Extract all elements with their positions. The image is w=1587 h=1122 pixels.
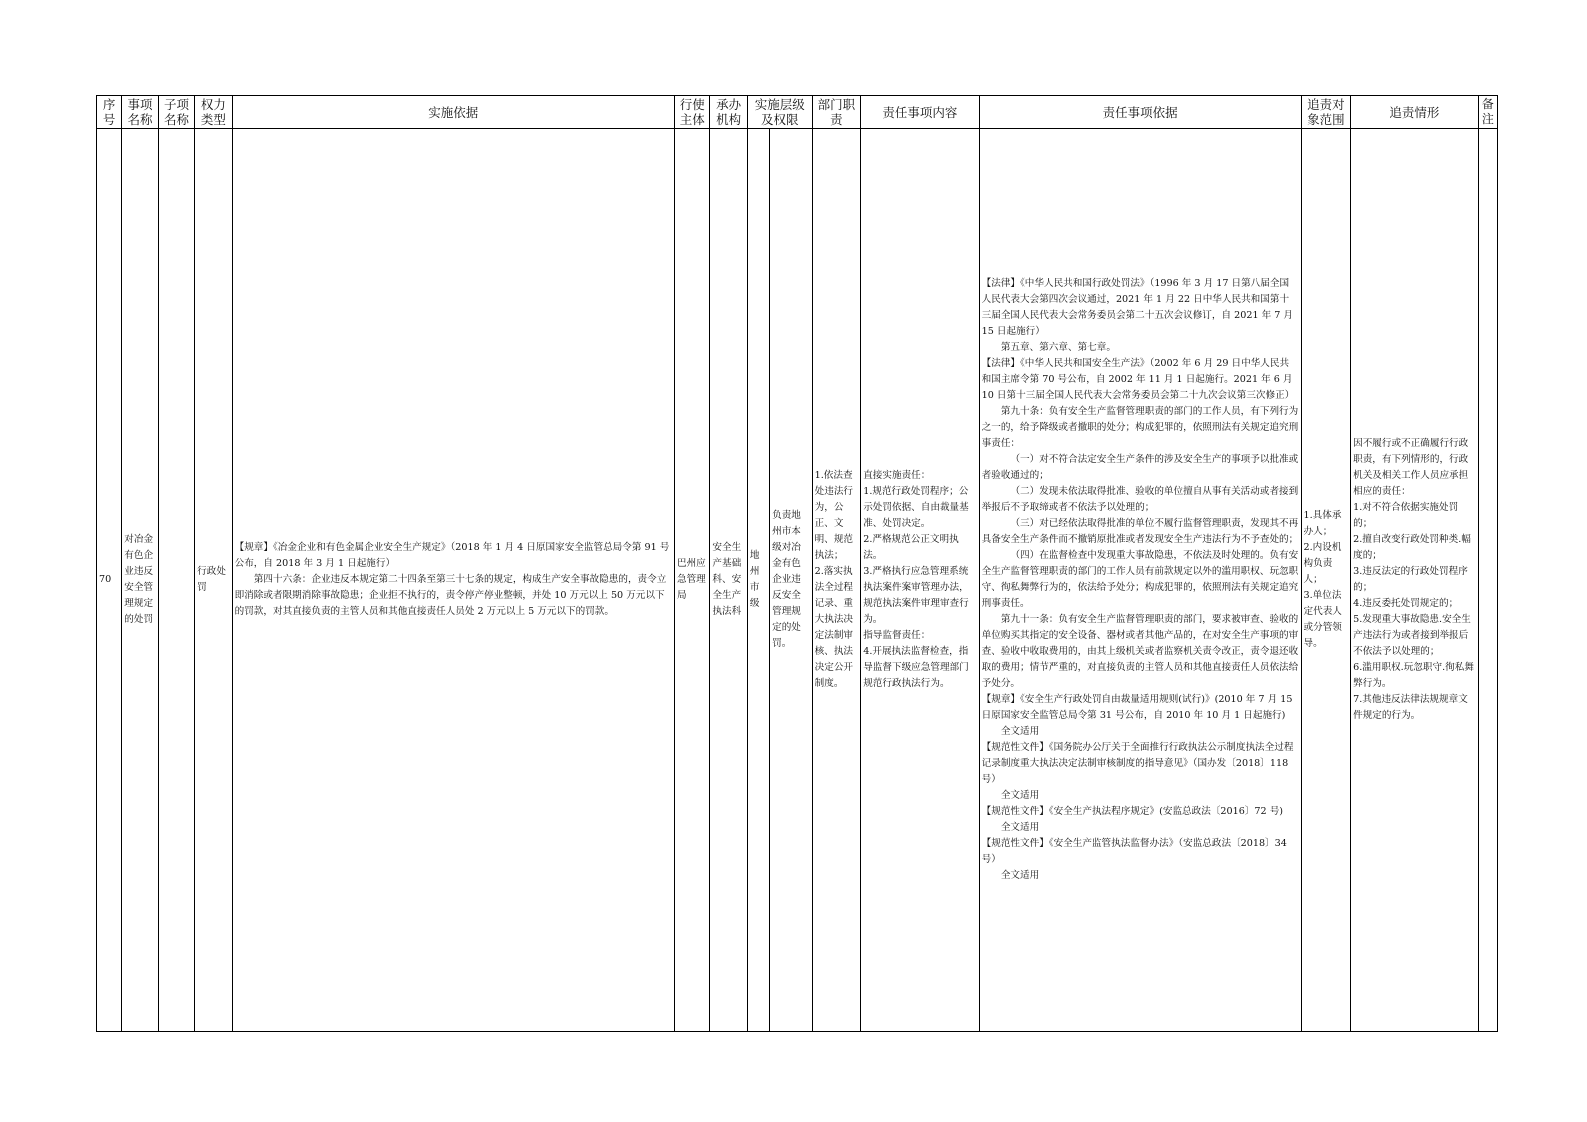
circumstance-line: 7.其他违反法律法规规章文件规定的行为。 — [1353, 694, 1468, 721]
accountable-line: 2.内设机构负责人； — [1303, 542, 1342, 585]
circumstance-line: 3.违反法定的行政处罚程序的； — [1353, 566, 1468, 593]
resp-basis-line: 【法律】《中华人民共和国安全生产法》（2002 年 6 月 29 日中华人民共和国主席令第 70 号公布，自 2002 年 11 月 1 日起施行。2021 年 6 月 10 日第十三届全国人民代表大会常务委员会第二十九次会议第三次修正） — [981, 358, 1295, 401]
cell-accountable — [1301, 129, 1351, 1032]
resp-basis-line: 【规章】《安全生产行政处罚自由裁量适用规则(试行)》(2010 年 7 月 15 日原国家安全监管总局令第 31 号公布，自 2010 年 10 月 1 日起施行) — [981, 694, 1293, 721]
resp-basis-line: （一）对不符合法定安全生产条件的涉及安全生产的事项予以批准或者验收通过的； — [981, 454, 1299, 481]
circumstance-line: 1.对不符合依据实施处罚的； — [1353, 502, 1459, 529]
accountable-line: 1.具体承办人； — [1303, 510, 1342, 537]
header-power-type: 权力类型 — [195, 96, 232, 129]
cell-remark — [1478, 129, 1497, 1032]
resp-basis-line: 全文适用 — [1000, 822, 1040, 833]
resp-content-line: 直接实施责任： — [863, 470, 931, 481]
header-sub-item: 子项名称 — [158, 96, 194, 129]
resp-basis-line: 【法律】《中华人民共和国行政处罚法》（1996 年 3 月 17 日第八届全国人民代表大会第四次会议通过，2021 年 1 月 22 日中华人民共和国第十三届全国人民代表大会常务委员会第二十五次会议修订，自 2021 年 7 月 15 日起施行） — [981, 278, 1293, 337]
accountable-line: 3.单位法定代表人或分管领导。 — [1303, 590, 1342, 649]
cell-sub-item — [158, 129, 194, 1032]
header-duty: 部门职责 — [812, 96, 861, 129]
resp-content-line: 1.规范行政处罚程序；公示处罚依据、自由裁量基准、处罚决定。 — [863, 486, 969, 529]
cell-basis — [232, 129, 674, 1032]
circumstance-line: 因不履行或不正确履行行政职责，有下列情形的，行政机关及相关工作人员应承担相应的责任： — [1353, 438, 1469, 497]
header-item-name: 事项名称 — [122, 96, 158, 129]
resp-content-line: 4.开展执法监督检查，指导监督下级应急管理部门规范行政执法行为。 — [863, 646, 969, 689]
header-remark: 备注 — [1478, 96, 1497, 129]
header-circumstances: 追责情形 — [1351, 96, 1479, 129]
header-basis: 实施依据 — [232, 96, 674, 129]
cell-power-type: 行政处罚 — [195, 129, 232, 1032]
cell-seq: 70 — [97, 129, 122, 1032]
resp-basis-line: （四）在监督检查中发现重大事故隐患，不依法及时处理的。负有安全生产监督管理职责的部门的工作人员有前款规定以外的滥用职权、玩忽职守、徇私舞弊行为的，依法给予处分；构成犯罪的，依照刑法有关规定追究刑事责任。 — [981, 550, 1299, 609]
circumstance-line: 5.发现重大事故隐患.安全生产违法行为或者接到举报后不依法予以处理的； — [1353, 614, 1471, 657]
resp-basis-line: （三）对已经依法取得批准的单位不履行监督管理职责，发现其不再具备安全生产条件而不撤销原批准或者发现安全生产违法行为不予查处的； — [981, 518, 1299, 545]
resp-basis-line: 【规范性文件】《安全生产执法程序规定》(安监总政法〔2016〕72 号) — [981, 806, 1284, 817]
circumstance-line: 6.滥用职权.玩忽职守.徇私舞弊行为。 — [1353, 662, 1474, 689]
resp-basis-line: 第九十一条：负有安全生产监督管理职责的部门，要求被审查、验收的单位购买其指定的安全设备、器材或者其他产品的，在对安全生产事项的审查、验收中收取费用的，由其上级机关或者监察机关责令改正，责令退还收取的费用；情节严重的，对直接负责的主管人员和其他直接责任人员依法给予处分。 — [981, 614, 1299, 689]
header-seq: 序号 — [97, 96, 122, 129]
resp-basis-line: （二）发现未依法取得批准、验收的单位擅自从事有关活动或者接到举报后不予取缔或者不依法予以处理的； — [981, 486, 1299, 513]
cell-item-name: 对冶金有色企业违反安全管理规定的处罚 — [122, 129, 158, 1032]
cell-circumstances — [1351, 129, 1479, 1032]
resp-basis-line: 全文适用 — [1000, 726, 1040, 737]
cell-resp-basis — [979, 129, 1301, 1032]
basis-source: 【规章】《冶金企业和有色金属企业安全生产规定》（2018 年 1 月 4 日原国家安全监管总局令第 91 号公布，自 2018 年 3 月 1 日起施行） — [234, 542, 670, 569]
resp-content-line: 指导监督责任： — [863, 630, 931, 641]
header-resp-content: 责任事项内容 — [861, 96, 979, 129]
resp-basis-line: 全文适用 — [1000, 790, 1040, 801]
power-list-table — [96, 95, 1498, 1032]
resp-basis-line: 第九十条：负有安全生产监督管理职责的部门的工作人员，有下列行为之一的，给予降级或者撤职的处分；构成犯罪的，依照刑法有关规定追究刑事责任： — [981, 406, 1299, 449]
table-row — [97, 129, 1498, 1032]
resp-basis-line: 【规范性文件】《国务院办公厅关于全面推行行政执法公示制度执法全过程记录制度重大执法决定法制审核制度的指导意见》（国办发〔2018〕118 号） — [981, 742, 1294, 785]
circumstance-line: 2.擅自改变行政处罚种类.幅度的； — [1353, 534, 1471, 561]
cell-resp-content — [861, 129, 979, 1032]
resp-basis-line: 第五章、第六章、第七章。 — [1000, 342, 1116, 353]
header-level: 实施层级及权限 — [747, 96, 812, 129]
resp-basis-line: 【规范性文件】《安全生产监管执法监督办法》（安监总政法〔2018〕34 号） — [981, 838, 1287, 865]
header-executor: 行使主体 — [674, 96, 709, 129]
header-row — [97, 96, 1498, 129]
resp-basis-line: 全文适用 — [1000, 870, 1040, 881]
resp-content-line: 3.严格执行应急管理系统执法案件案审管理办法，规范执法案件审理审查行为。 — [863, 566, 969, 625]
cell-executor: 巴州应急管理局 — [674, 129, 709, 1032]
header-accountable: 追责对象范围 — [1301, 96, 1351, 129]
header-agency: 承办机构 — [710, 96, 747, 129]
header-resp-basis: 责任事项依据 — [979, 96, 1301, 129]
cell-duty: 1.依法查处违法行为，公正、文明、规范执法； 2.落实执法全过程记录、重大执法决定法制审核、执法决定公开制度。 — [812, 129, 861, 1032]
cell-level-desc: 负责地州市本级对冶金有色企业违反安全管理规定的处罚。 — [770, 129, 813, 1032]
resp-content-line: 2.严格规范公正文明执法。 — [863, 534, 959, 561]
basis-article: 第四十六条：企业违反本规定第二十四条至第三十七条的规定，构成生产安全事故隐患的，责令立即消除或者限期消除事故隐患；企业拒不执行的，责令停产停业整顿，并处 10 万元以上 50 万元以下的罚款，对其直接负责的主管人员和其他直接责任人员处 2 万元以上 5 万元以下的罚款。 — [234, 574, 667, 617]
cell-agency: 安全生产基础科、安全生产执法科 — [710, 129, 747, 1032]
cell-level: 地州市级 — [747, 129, 769, 1032]
circumstance-line: 4.违反委托处罚规定的； — [1353, 598, 1459, 609]
